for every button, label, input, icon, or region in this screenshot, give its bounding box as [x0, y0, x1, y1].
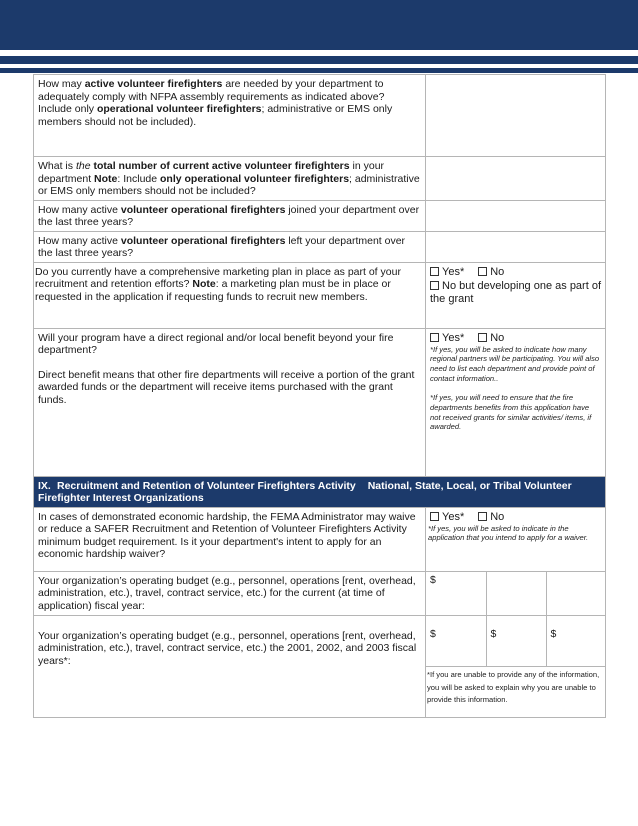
budget-amount-field[interactable]: $	[426, 572, 486, 615]
question-row-current-budget	[34, 571, 606, 615]
question-row-regional-benefit	[34, 328, 606, 476]
question-text: Do you currently have a comprehensive marketing plan in place as part of your recruitment and retention efforts? Note: a marketing plan must be in place or requested in the application if requesting funds to recruit new members.	[34, 262, 426, 328]
question-text: In cases of demonstrated economic hardship, the FEMA Administrator may waive or reduce a SAFER Recruitment and Retention of Volunteer Firefighters Activity minimum budget requirement. Is it your department's intent to apply for an economic hardship waiver?	[34, 507, 426, 571]
budget-amount-field[interactable]	[546, 572, 605, 615]
answer-field-current-volunteers[interactable]	[426, 157, 606, 201]
instruction-note: *If you are unable to provide any of the information, you will be asked to explain why you are unable to provide this information.	[427, 670, 600, 704]
question-text: Your organization’s operating budget (e.g., personnel, operations [rent, overhead, administration, etc.), travel, contract service, etc.) the 2001, 2002, and 2003 fiscal years*:	[34, 615, 426, 717]
question-row-hardship-waiver	[34, 507, 606, 571]
question-text: What is the total number of current active volunteer firefighters in your department Note: Include only operational volunteer firefighters; administrative or EMS only members should not be included?	[34, 157, 426, 201]
budget-amount-field[interactable]	[486, 572, 546, 615]
checkbox-no[interactable]	[478, 512, 487, 521]
budget-2002-field[interactable]: $	[486, 616, 546, 667]
budget-2001-field[interactable]: $	[426, 616, 486, 667]
application-form-table	[33, 74, 606, 718]
header-band	[0, 0, 638, 50]
question-text: How many active volunteer operational firefighters joined your department over the last three years?	[34, 200, 426, 231]
checkbox-yes[interactable]	[430, 333, 439, 342]
answer-field-left[interactable]	[426, 231, 606, 262]
header-stripe	[0, 56, 638, 64]
checkbox-yes[interactable]	[430, 267, 439, 276]
checkbox-no[interactable]	[478, 267, 487, 276]
checkbox-no-but-developing[interactable]	[430, 281, 439, 290]
section-header: IX. Recruitment and Retention of Volunteer Firefighters Activity National, State, Local, or Tribal Volunteer Firefighter Interest Organizations	[34, 476, 606, 507]
checkbox-yes[interactable]	[430, 512, 439, 521]
answer-hardship-waiver: Yes* No *If yes, you will be asked to indicate in the application that you intend to apply for a waiver.	[426, 507, 606, 571]
answer-marketing-plan: Yes* No No but developing one as part of the grant	[426, 262, 606, 328]
instruction-note: *If yes, you will need to ensure that the fire departments benefits from this application have not received grants for similar activities/ items, if awarded.	[430, 393, 592, 432]
budget-2003-field[interactable]: $	[546, 616, 605, 667]
question-row-joined	[34, 200, 606, 231]
answer-field-volunteers-needed[interactable]	[426, 75, 606, 157]
answer-regional-benefit: Yes* No *If yes, you will be asked to indicate how many regional partners will be participating. You will also need to list each department and provide point of contact information.. *If yes, you will need to ensure that the fire departments benefits from this application have not received grants for similar activities/ items, if awarded.	[426, 328, 606, 476]
question-text: How many active volunteer operational firefighters left your department over the last three years?	[34, 231, 426, 262]
question-row-volunteers-needed	[34, 75, 606, 157]
answer-prior-budget	[426, 615, 606, 717]
answer-current-budget	[426, 571, 606, 615]
question-text: Your organization’s operating budget (e.g., personnel, operations [rent, overhead, administration, etc.), travel, contract service, etc.) for the current (at time of application) fiscal year:	[34, 571, 426, 615]
question-text: Will your program have a direct regional and/or local benefit beyond your fire department? Direct benefit means that other fire departments will receive a portion of the grant awarded funds or the department will receive items purchased with the grant funds.	[34, 328, 426, 476]
checkbox-no[interactable]	[478, 333, 487, 342]
question-row-prior-budget	[34, 615, 606, 717]
question-row-left	[34, 231, 606, 262]
section-header-row	[34, 476, 606, 507]
question-row-marketing-plan	[34, 262, 606, 328]
question-text: How may active volunteer firefighters are needed by your department to adequately comply with NFPA assembly requirements as indicated above? Include only operational volunteer firefighters; administrative or EMS only members should not be included).	[34, 75, 426, 157]
instruction-note: *If yes, you will be asked to indicate in the application that you intend to apply for a waiver.	[428, 523, 589, 543]
question-row-current-volunteers	[34, 157, 606, 201]
answer-field-joined[interactable]	[426, 200, 606, 231]
instruction-note: *If yes, you will be asked to indicate how many regional partners will be participating. You will also need to list each department and provide point of contact information..	[430, 344, 600, 383]
header-stripe-thin	[0, 68, 638, 73]
